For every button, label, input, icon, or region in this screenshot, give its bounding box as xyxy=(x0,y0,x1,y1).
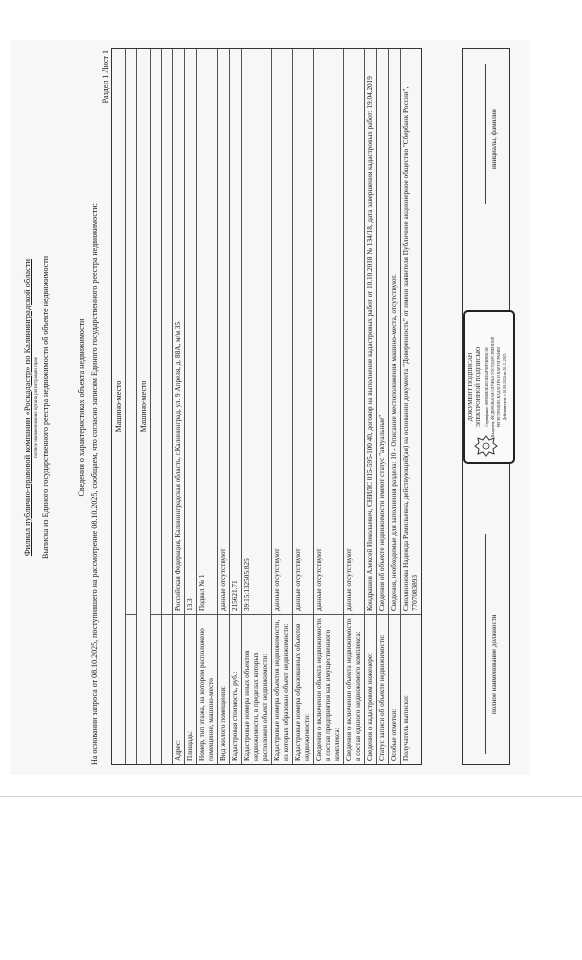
row-label: Кадастровые номера иных объектов недвижимости, в пределах которых расположен объект недвижимости: xyxy=(242,614,271,764)
stamp-line-6: Действителен: с 02.09.2024 по 26.11.2025 xyxy=(503,353,507,421)
row-label: Площадь: xyxy=(185,614,196,764)
table-row xyxy=(389,49,401,764)
row-value: Российская Федерация, Калининградская область, г.Калининград, ул. 9 Апреля, д. 88А, м/м 35 xyxy=(174,321,182,611)
row-label: Статус записи об объекте недвижимости: xyxy=(377,614,388,764)
row-label: Сведения о включении объекта недвижимости в состав предприятия как имущественного комплекса: xyxy=(314,614,343,764)
table-row xyxy=(344,49,365,764)
document-title: Выписка из Единого государственного реестра недвижимости об объекте недвижимости xyxy=(41,256,50,559)
row-label: Получатель выписки: xyxy=(401,614,421,764)
stamp-line-1: ДОКУМЕНТ ПОДПИСАН xyxy=(468,352,474,422)
table-row xyxy=(197,49,218,764)
table-row xyxy=(218,49,230,764)
table-row xyxy=(185,49,197,764)
table-row xyxy=(242,49,272,764)
row-value: Сведения, необходимые для заполнения раздела: 10 - Описание местоположения машино-места, отсутствуют. xyxy=(390,274,398,611)
row-value: данные отсутствуют xyxy=(315,548,323,611)
e-signature-stamp xyxy=(463,310,515,464)
row-label: Особые отметки: xyxy=(389,614,400,764)
faint-subheader-row-2 xyxy=(162,49,173,764)
name-caption: инициалы, фамилия xyxy=(490,109,498,169)
table-row xyxy=(272,49,293,764)
row-label: Кадастровая стоимость, руб.: xyxy=(230,614,241,764)
object-type-repeat: Машино-место xyxy=(139,380,148,433)
name-line xyxy=(485,64,486,204)
table-row xyxy=(173,49,185,764)
authority-caption: полное наименование органа регистрации прав xyxy=(34,357,39,458)
row-value: Смолянинова Надежда Рамильевна, действующий(ая) на основании документа "Доверенность" от имени заявителя Публичное акционерное общество "Сбербанк России", 7707083893 xyxy=(402,86,419,611)
section-sheet: Раздел 1 Лист 1 xyxy=(101,50,110,104)
rotated-document xyxy=(10,40,530,775)
request-text: На основании запроса от 08.10.2025, поступившего на рассмотрение 08.10.2025, сообщаем, что согласно записям Единого государственного реестра недвижимости: xyxy=(90,203,99,765)
table-row xyxy=(365,49,377,764)
stamp-line-3: Сертификат: 0095B8E3E4653EB4F98F5B9E8C08 xyxy=(485,347,489,427)
row-value: данные отсутствуют xyxy=(294,548,302,611)
authority-name: Филиал публично-правовой компании «Роскадастр» по Калининградской области xyxy=(22,258,32,557)
row-label: Адрес: xyxy=(173,614,184,764)
stamp-line-2: ЭЛЕКТРОННОЙ ПОДПИСЬЮ xyxy=(476,346,482,428)
row-label: Сведения о кадастровом инженере: xyxy=(365,614,376,764)
stamp-line-5: РЕГИСТРАЦИИ, КАДАСТРА И КАРТОГРАФИИ xyxy=(497,346,501,428)
characteristics-table xyxy=(111,48,422,765)
row-value: данные отсутствуют xyxy=(219,548,227,611)
row-label: Кадастровые номера объектов недвижимости, из которых образован объект недвижимости: xyxy=(272,614,292,764)
fold-line xyxy=(0,796,582,797)
stamp-line-4: Владелец: ФЕДЕРАЛЬНАЯ СЛУЖБА ГОСУДАРСТВЕННОЙ xyxy=(491,336,495,438)
row-label: Вид жилого помещения: xyxy=(218,614,229,764)
signature-block xyxy=(462,48,510,765)
row-value: 39:15:132505:825 xyxy=(243,558,251,611)
position-line xyxy=(485,534,486,754)
row-value: 215621.71 xyxy=(231,580,239,611)
row-label: Сведения о включении объекта недвижимости в состав единого недвижимого комплекса: xyxy=(344,614,364,764)
faint-subheader-row xyxy=(151,49,162,764)
object-type-repeat-row xyxy=(137,49,151,764)
faint-header-row xyxy=(126,49,137,764)
object-type: Машино-место xyxy=(114,380,123,433)
row-value: данные отсутствуют xyxy=(273,548,281,611)
row-value: данные отсутствуют xyxy=(345,548,353,611)
table-row xyxy=(377,49,389,764)
object-type-row xyxy=(112,49,126,764)
row-value: 13.3 xyxy=(186,598,194,611)
row-label: Номер, тип этажа, на котором расположено помещение, машино-место xyxy=(197,614,217,764)
position-caption: полное наименование должности xyxy=(490,614,498,714)
row-value: Кондрашов Алексей Николаевич, СНИЛС 015-595-100 40, договор на выполнение кадастровых работ от 10.10.2018 № 134/18, дата завершения кадастровых работ: 19.04.2019 xyxy=(366,76,374,611)
row-value: Сведения об объекте недвижимости имеют статус "актуальные" xyxy=(378,414,386,611)
row-value: Подвал № 1 xyxy=(198,574,206,611)
table-row xyxy=(314,49,344,764)
row-label: Кадастровые номера образованных объектов недвижимости: xyxy=(293,614,313,764)
table-row xyxy=(293,49,314,764)
section-title: Сведения о характеристиках объекта недвижимости xyxy=(77,318,86,497)
table-row xyxy=(401,49,421,764)
table-row xyxy=(230,49,242,764)
scanned-page xyxy=(10,40,530,775)
